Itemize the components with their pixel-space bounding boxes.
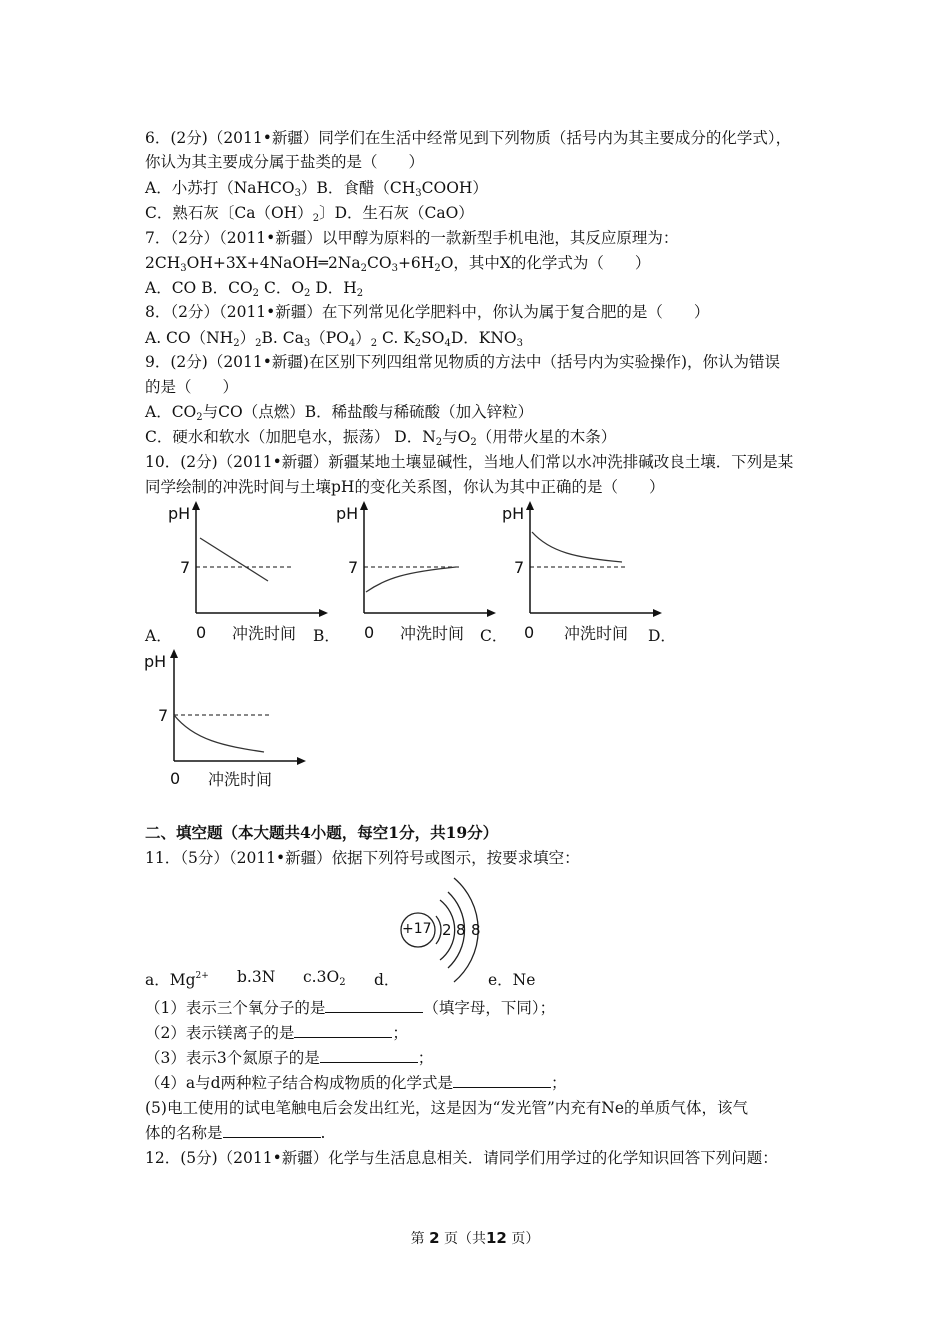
graph-d-ylabel: pH [144, 652, 167, 671]
q10-choice-d: D． [648, 627, 676, 645]
q11-blank-5[interactable] [223, 1123, 321, 1138]
page-footer: 第 2 页（共12 页） [410, 1229, 540, 1247]
q11-part2: （2）表示镁离子的是 ； [145, 1024, 408, 1042]
q11-part5-line1: (5)电工使用的试电笔触电后会发出红光，这是因为“发光管”内充有Ne的单质气体，该气 [145, 1099, 749, 1117]
q11-option-e: e．Ne [488, 971, 536, 989]
q11-part1: （1）表示三个氧分子的是 （填字母，下同）； [145, 999, 556, 1017]
q11-blank-3[interactable] [320, 1048, 418, 1063]
q12-stem: 12．(5分)（2011•新疆）化学与生活息息相关．请同学们用学过的化学知识回答下列问题： [145, 1149, 778, 1167]
q11-atom-diagram [396, 870, 496, 990]
graph-a-ylabel: pH [168, 504, 191, 523]
q11-blank-2[interactable] [294, 1023, 392, 1038]
q10-stem-line2: 同学绘制的冲洗时间与土壤pH的变化关系图，你认为其中正确的是（ ） [145, 478, 665, 496]
q11-blank-1[interactable] [325, 998, 423, 1013]
q11-stem: 11．（5分）（2011•新疆）依据下列符号或图示，按要求填空： [145, 849, 580, 867]
q9-stem-line2: 的是（ ） [145, 378, 239, 396]
q11-option-a: a．$Mg^{2+}$ [145, 971, 209, 989]
graph-c-origin: 0 [524, 623, 535, 642]
graph-b-origin: 0 [364, 623, 375, 642]
q11-part3: （3）表示3个氮原子的是 ； [145, 1049, 434, 1067]
graph-a-origin: 0 [196, 623, 207, 642]
q11-option-b: b.3N [237, 968, 276, 986]
q9-options-ab: A．CO2与CO（点燃）B．稀盐酸与稀硫酸（加入锌粒） [145, 403, 534, 423]
q9-stem-line1: 9．(2分)（2011•新疆)在区别下列四组常见物质的方法中（括号内为实验操作)，你认为错误 [145, 353, 781, 371]
q8-options: A. CO（NH2）2B. Ca3（PO4）2 C. K2SO4D．KNO3 [145, 329, 524, 349]
q7-stem-line1: 7．（2分）（2011•新疆）以甲醇为原料的一款新型手机电池，其反应原理为： [145, 229, 679, 247]
q11-option-d: d． [374, 971, 400, 989]
q11-option-c: c.3O2 [303, 968, 346, 988]
q6-stem-line2: 你认为其主要成分属于盐类的是（ ） [145, 153, 425, 171]
q10-graph-a [160, 500, 330, 643]
graph-c-xlabel: 冲洗时间 [564, 624, 629, 643]
section2-title: 二、填空题（本大题共4小题，每空1分，共19分） [145, 823, 499, 842]
graph-a-xlabel: 冲洗时间 [232, 624, 297, 643]
q11-part4: （4）a与d两种粒子结合构成物质的化学式是 ； [145, 1074, 567, 1092]
q10-choice-b: B． [313, 627, 340, 645]
graph-a-seven: 7 [180, 558, 191, 577]
graph-c-ylabel: pH [502, 504, 525, 523]
atom-nucleus-charge: +17 [402, 921, 432, 937]
q6-options-ab: A．小苏打（NaHCO3）B．食醋（CH3COOH） [145, 179, 488, 199]
graph-c-seven: 7 [514, 558, 525, 577]
atom-shell-1: 2 [442, 921, 452, 939]
q9-options-cd: C．硬水和软水（加肥皂水，振荡） D．N2与O2（用带火星的木条） [145, 428, 617, 448]
graph-b-seven: 7 [348, 558, 359, 577]
q8-stem: 8．（2分）（2011•新疆）在下列常见化学肥料中，你认为属于复合肥的是（ ） [145, 303, 710, 321]
q10-graph-c [494, 500, 664, 643]
graph-b-xlabel: 冲洗时间 [400, 624, 465, 643]
q10-graph-b [328, 500, 498, 643]
q11-part5-line2: 体的名称是 . [145, 1124, 326, 1142]
atom-shell-3: 8 [471, 921, 481, 939]
q10-stem-line1: 10．(2分)（2011•新疆）新疆某地土壤显碱性，当地人们常以水冲洗排碱改良土壤．下列是某 [145, 453, 794, 471]
q11-blank-4[interactable] [453, 1073, 551, 1088]
graph-d-seven: 7 [158, 706, 169, 725]
q10-graph-d [138, 648, 308, 789]
graph-d-xlabel: 冲洗时间 [208, 770, 273, 789]
graph-b-ylabel: pH [336, 504, 359, 523]
graph-d-origin: 0 [170, 769, 181, 788]
q6-stem-line1: 6．(2分)（2011•新疆）同学们在生活中经常见到下列物质（括号内为其主要成分的化学式）， [145, 129, 792, 147]
q10-choice-c: C． [480, 627, 508, 645]
q7-equation: 2CH3OH+3X+4NaOH═2Na2CO3+6H2O，其中X的化学式为（ ） [145, 254, 651, 274]
q6-options-cd: C．熟石灰〔Ca（OH）2〕D．生石灰（CaO） [145, 204, 474, 224]
atom-shell-2: 8 [456, 921, 466, 939]
q7-options: A．CO B．CO2 C．O2 D．H2 [145, 279, 364, 299]
q10-choice-a: A． [145, 627, 172, 645]
